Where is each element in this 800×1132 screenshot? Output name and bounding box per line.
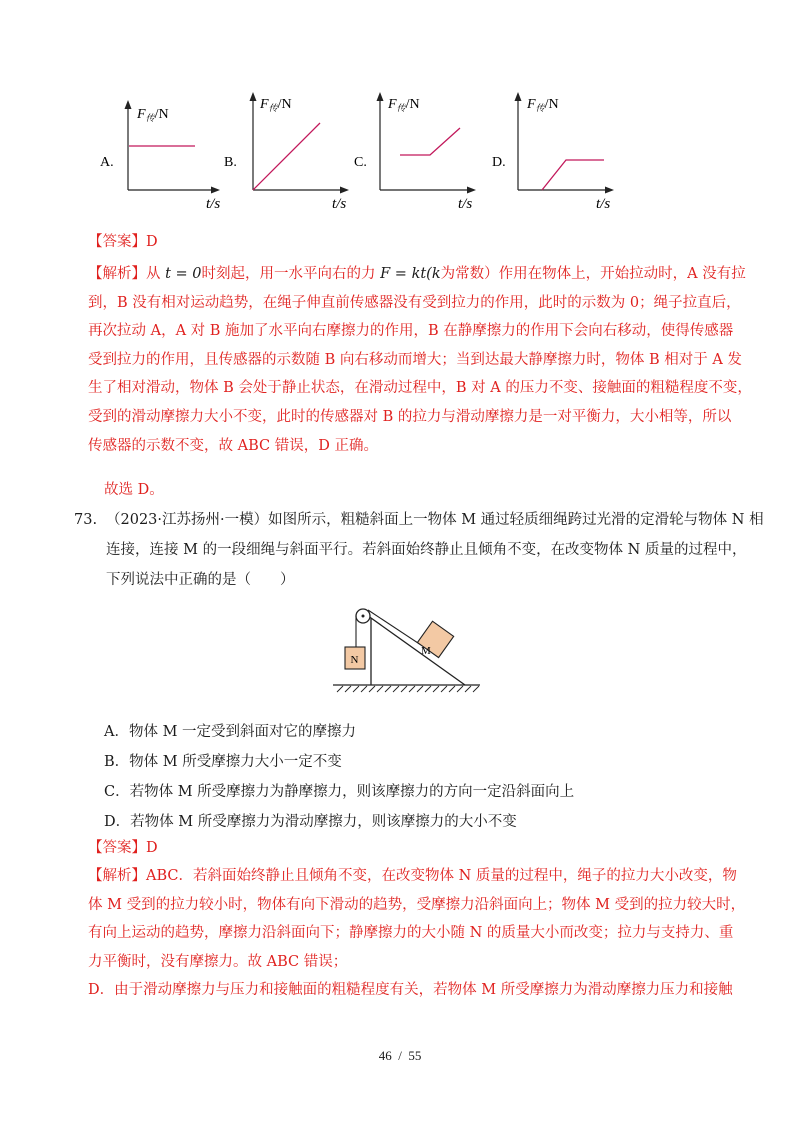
graph-a-xlabel: t/s: [206, 196, 221, 212]
graph-b-ylabel: $F_传/N$: [260, 97, 292, 113]
q73-analysis: [88, 862, 746, 1005]
graph-c-xlabel: t/s: [458, 196, 473, 212]
graph-d-option: D.: [492, 155, 506, 170]
option-graphs: [0, 80, 800, 220]
page-total: 55: [408, 1048, 422, 1063]
formula-t0: t = 0: [165, 266, 202, 282]
graph-b-option: B.: [224, 155, 237, 170]
graph-d-line: [542, 160, 604, 190]
graph-b-xlabel: t/s: [332, 196, 347, 212]
q73-stem-line-1: （2023·江苏扬州·一模）如图所示，粗糙斜面上一物体 M 通过轻质细绳跨过光滑的定滑轮与物体 N 相: [106, 512, 764, 528]
q73-analysis-line-3: 有向上运动的趋势，摩擦力沿斜面向下；静摩擦力的大小随 N 的质量大小而改变；拉力与支持力、重: [88, 925, 734, 942]
q73-option-b: B．物体 M 所受摩擦力大小一定不变: [104, 754, 342, 770]
incline-pulley-figure: [325, 600, 490, 695]
q73-analysis-line-2: 体 M 受到的拉力较小时，物体有向下滑动的趋势，受摩擦力沿斜面向上；物体 M 受到的拉力较大时，: [88, 896, 746, 913]
q73-option-a: A．物体 M 一定受到斜面对它的摩擦力: [104, 724, 357, 740]
q72-analysis-line-3: 再次拉动 A，A 对 B 施加了水平向右摩擦力的作用，B 在静摩擦力的作用下会向右移动，使得传感器: [88, 323, 734, 340]
formula-f-kt: F = kt(k: [380, 266, 441, 282]
q72-analysis-line-5: 生了相对滑动，物体 B 会处于静止状态，在滑动过程中，B 对 A 的压力不变、接触面的粗糙程度不变，: [88, 380, 752, 397]
q72-analysis-line-1: 【解析】从 t = 0时刻起，用一水平向右的力 F = kt(k为常数）作用在物体上，开始拉动时，A 没有拉: [88, 266, 746, 282]
q72-analysis-line-6: 受到的滑动摩擦力大小不变，此时的传感器对 B 的拉力与滑动摩擦力是一对平衡力，大小相等，所以: [88, 408, 732, 425]
q73-analysis-line-1: 【解析】ABC．若斜面始终静止且倾角不变，在改变物体 N 质量的过程中，绳子的拉力大小改变，物: [88, 868, 737, 884]
page-footer: [0, 1048, 800, 1064]
page-sep: /: [398, 1048, 402, 1063]
graph-a-option: A.: [100, 155, 114, 170]
graph-a: [100, 100, 220, 212]
block-n-label: N: [350, 654, 359, 666]
q73-analysis-line-4: 力平衡时，没有摩擦力。故 ABC 错误；: [88, 953, 348, 970]
q73-option-d: D．若物体 M 所受摩擦力为滑动摩擦力，则该摩擦力的大小不变: [104, 814, 517, 830]
graph-b: [224, 92, 349, 212]
graph-c: [354, 92, 476, 212]
q73-analysis-line-5: D．由于滑动摩擦力与压力和接触面的粗糙程度有关，若物体 M 所受摩擦力为滑动摩擦力压力和接触: [88, 982, 733, 999]
graph-c-ylabel: $F_传/N$: [388, 97, 420, 113]
q72-analysis-line-7: 传感器的示数不变，故 ABC 错误，D 正确。: [88, 437, 378, 454]
graph-b-line: [253, 123, 320, 190]
graph-d: [492, 92, 614, 212]
q73-answer: 【答案】D: [88, 840, 158, 856]
q72-analysis: [88, 260, 752, 460]
block-m-label: M: [421, 645, 431, 657]
graph-c-option: C.: [354, 155, 367, 170]
graph-a-ylabel: $F_传/N$: [137, 107, 169, 123]
q72-analysis-line-4: 受到拉力的作用，且传感器的示数随 B 向右移动而增大；当到达最大静摩擦力时，物体 B 相对于 A 发: [88, 351, 742, 368]
graph-d-ylabel: $F_传/N$: [527, 97, 559, 113]
q73-stem-line-3: 下列说法中正确的是（ ）: [106, 572, 295, 588]
q73-option-c: C．若物体 M 所受摩擦力为静摩擦力，则该摩擦力的方向一定沿斜面向上: [104, 784, 575, 800]
q72-answer: 【答案】D: [88, 234, 158, 250]
q73-stem-line-2: 连接，连接 M 的一段细绳与斜面平行。若斜面始终静止且倾角不变，在改变物体 N 质量的过程中，: [106, 542, 747, 558]
graph-d-xlabel: t/s: [596, 196, 611, 212]
q72-conclusion: 故选 D。: [104, 482, 164, 498]
q72-analysis-line-2: 到，B 没有相对运动趋势，在绳子伸直前传感器没有受到拉力的作用，此时的示数为 0；绳子拉直后，: [88, 294, 741, 311]
page-number: 46: [378, 1048, 392, 1063]
incline: [371, 618, 465, 685]
q73-number: 73.: [74, 512, 98, 528]
graph-c-line: [400, 128, 460, 155]
